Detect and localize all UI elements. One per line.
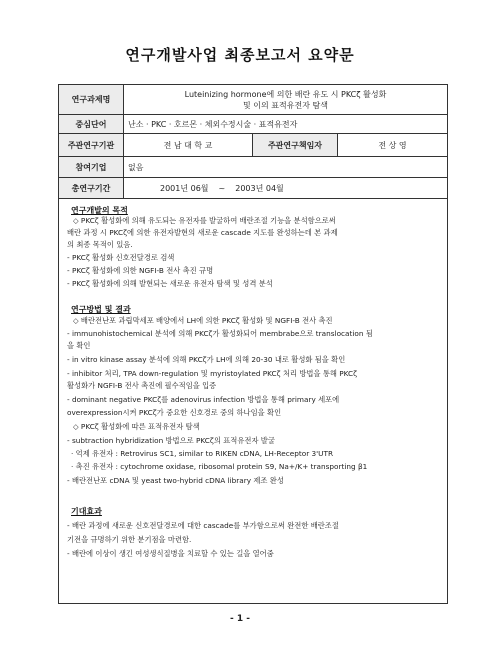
methods-line: - dominant negative PKCζ를 adenovirus infection 방법을 통해 primary 세포에 — [67, 395, 340, 404]
period-separator: ~ — [218, 183, 226, 193]
goal-line: 배란 과정 시 PKCζ에 의한 유전자발현의 새로운 cascade 지도를 완성하는데 본 과제 — [67, 228, 338, 237]
methods-line: ◇ PKCζ 활성화에 따른 표적유전자 탐색 — [73, 422, 200, 431]
methods-line: - in vitro kinase assay 분석에 의해 PKCζ가 LH에 의해 20-30 내로 활성화 됨을 확인 — [67, 355, 346, 364]
goal-line: - PKCζ 활성화 신호전달경로 검색 — [67, 253, 175, 262]
methods-line: 활성화가 NGFI-B 전사 촉진에 필수적임을 입증 — [67, 381, 217, 390]
document-title: 연구개발사업 최종보고서 요약문 — [125, 46, 355, 64]
methods-line: - subtraction hybridization 방법으로 PKCζ의 표적유전자 발굴 — [67, 436, 275, 445]
methods-heading: 연구방법 및 결과 — [71, 305, 131, 314]
methods-line: · 억제 유전자 : Retrovirus SC1, similar to RIKEN cDNA, LH-Receptor 3'UTR — [71, 449, 334, 458]
period-row — [59, 178, 448, 199]
methods-line: ◇ 배란전난포 과립막세포 배양에서 LH에 의한 PKCζ 활성화 및 NGFI-B 전사 촉진 — [73, 316, 333, 325]
methods-line: - 배란전난포 cDNA 및 yeast two-hybrid cDNA library 제조 완성 — [67, 476, 284, 485]
methods-line: 을 확인 — [67, 341, 91, 350]
project-row — [59, 85, 448, 115]
period-start: 2001년 06월 — [160, 183, 209, 193]
keywords-value: 난소 · PKC · 호르몬 · 체외수정시술 · 표적유전자 — [124, 115, 448, 134]
institution-row — [59, 134, 448, 157]
period-value — [124, 178, 448, 199]
participating-row — [59, 157, 448, 178]
participating-label: 참여기업 — [59, 157, 124, 178]
project-value — [124, 85, 448, 115]
methods-line: - immunohistochemical 분석에 의해 PKCζ가 활성화되어 membrabe으로 translocation 됨 — [67, 329, 373, 338]
methods-line: · 촉진 유전자 : cytochrome oxidase, ribosomal protein S9, Na+/K+ transporting β1 — [71, 462, 368, 471]
institution-value: 전 남 대 학 교 — [124, 134, 253, 157]
goal-line: 의 최종 목적이 있음. — [67, 240, 133, 249]
pi-value: 전 상 영 — [338, 134, 448, 157]
info-table — [58, 84, 448, 199]
goal-line: ◇ PKCζ 활성화에 의해 유도되는 유전자를 발굴하여 배란조절 기능을 분석함으로써 — [73, 216, 336, 225]
summary-box — [58, 199, 448, 604]
period-end: 2003년 04월 — [235, 183, 284, 193]
effects-heading: 기대효과 — [71, 507, 102, 516]
institution-label: 주관연구기관 — [59, 134, 124, 157]
effects-line: - 배란 과정에 새로운 신호전달경로에 대한 cascade를 부가함으로써 완전한 배란조절 — [67, 521, 339, 530]
goal-line: - PKCζ 활성화에 의해 발현되는 새로운 유전자 탐색 및 성격 분석 — [67, 279, 273, 288]
period-label: 총연구기간 — [59, 178, 124, 199]
project-value-line2: 및 이의 표적유전자 탐색 — [243, 100, 328, 110]
effects-line: - 배란에 이상이 생긴 여성생식질병을 치료할 수 있는 길을 열어줌 — [67, 549, 274, 558]
goal-line: - PKCζ 활성화에 의한 NGFI-B 전사 촉진 규명 — [67, 266, 214, 275]
goal-heading: 연구개발의 목적 — [71, 206, 128, 215]
methods-line: overexpression시켜 PKCζ가 중요한 신호경로 중의 하나임을 확인 — [67, 408, 282, 417]
project-label: 연구과제명 — [59, 85, 124, 115]
effects-line: 기전을 규명하기 위한 분기점을 마련함. — [67, 535, 192, 544]
pi-label: 주관연구책임자 — [253, 134, 338, 157]
keywords-label: 중심단어 — [59, 115, 124, 134]
page-number: - 1 - — [230, 614, 250, 624]
methods-line: - inhibitor 처리, TPA down-regulation 및 myristoylated PKCζ 처리 방법을 통해 PKCζ — [67, 369, 358, 378]
project-value-line1: Luteinizing hormone에 의한 배란 유도 시 PKCζ 활성화 — [184, 89, 387, 99]
participating-value: 없음 — [124, 157, 448, 178]
keywords-row — [59, 115, 448, 134]
